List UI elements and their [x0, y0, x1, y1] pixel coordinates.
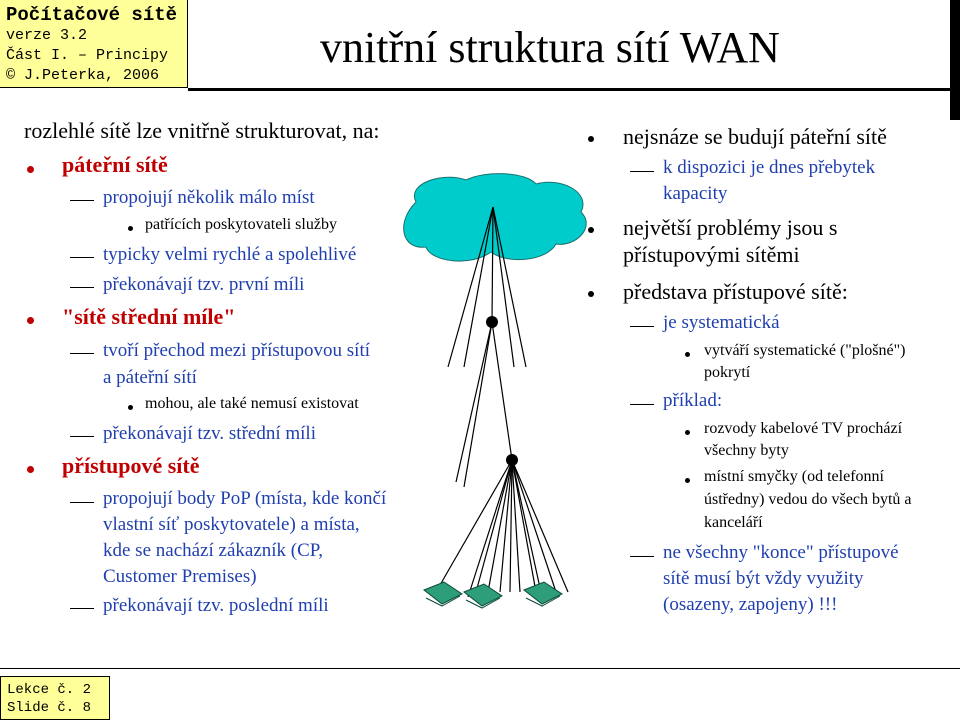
list-item: sítě musí být vždy využity	[663, 568, 864, 589]
dash	[70, 287, 94, 288]
list-item: příklad:	[663, 390, 723, 411]
heading-middle-mile: "sítě střední míle"	[62, 304, 236, 329]
dash	[70, 502, 94, 503]
slide-info-box	[0, 676, 110, 720]
list-item: všechny byty	[704, 442, 789, 459]
list-item: ne všechny "konce" přístupové	[663, 542, 899, 563]
list-item: mohou, ale také nemusí existovat	[145, 395, 359, 412]
list-item: patřících poskytovateli služby	[145, 216, 337, 233]
phone-icon	[424, 582, 462, 606]
dash	[70, 608, 94, 609]
list-item: je systematická	[663, 312, 780, 333]
phone-icon	[524, 582, 562, 606]
list-item: a páteřní sítí	[103, 367, 197, 388]
bullet	[128, 405, 133, 410]
list-item: překonávají tzv. střední míli	[103, 423, 316, 444]
list-item: vlastní síť poskytovatele) a místa,	[103, 514, 360, 535]
list-item: kapacity	[663, 183, 728, 204]
list-item: typicky velmi rychlé a spolehlivé	[103, 244, 357, 265]
list-item: překonávají tzv. poslední míli	[103, 595, 329, 616]
intro-text: rozlehlé sítě lze vnitřně strukturovat, na:	[24, 118, 380, 143]
list-item: přístupovými sítěmi	[623, 242, 800, 267]
access-network-diagram	[396, 172, 596, 622]
list-item: rozvody kabelové TV prochází	[704, 420, 903, 437]
lecture-number: Lekce č. 2	[7, 682, 92, 698]
list-item: ústředny) vedou do všech bytů a	[704, 491, 912, 508]
dash	[70, 257, 94, 258]
dash	[70, 200, 94, 201]
dash	[630, 556, 654, 557]
bullet	[27, 466, 34, 473]
list-item: k dispozici je dnes přebytek	[663, 157, 876, 178]
list-item: představa přístupové sítě:	[623, 279, 848, 304]
course-info-box	[0, 0, 188, 88]
dash	[70, 353, 94, 354]
list-item: propojují několik málo míst	[103, 187, 315, 208]
dash	[630, 326, 654, 327]
heading-backbone: páteřní sítě	[62, 152, 168, 177]
dash	[630, 404, 654, 405]
course-title: Počítačové sítě	[6, 4, 178, 26]
dash	[630, 171, 654, 172]
bullet	[27, 317, 34, 324]
bullet	[588, 227, 594, 233]
slide-title: vnitřní struktura sítí WAN	[320, 23, 780, 72]
list-item: kde se nachází zákazník (CP,	[103, 540, 323, 561]
bullet	[685, 478, 690, 483]
author-label: © J.Peterka, 2006	[6, 67, 160, 84]
phone-icon	[464, 584, 502, 608]
bullet	[588, 136, 594, 142]
list-item: tvoří přechod mezi přístupovou sítí	[103, 340, 371, 361]
list-item: propojují body PoP (místa, kde končí	[103, 488, 387, 509]
list-item: místní smyčky (od telefonní	[704, 468, 884, 485]
heading-access: přístupové sítě	[62, 453, 200, 478]
list-item: překonávají tzv. první míli	[103, 274, 305, 295]
header-divider	[188, 88, 960, 91]
list-item: pokrytí	[704, 364, 751, 381]
title-area	[200, 0, 960, 88]
list-item: vytváří systematické ("plošné")	[704, 342, 906, 359]
slide-number: Slide č. 8	[7, 700, 92, 716]
bullet	[588, 291, 594, 297]
list-item: (osazeny, zapojeny) !!!	[663, 594, 838, 615]
bullet	[685, 430, 690, 435]
version-label: verze 3.2	[6, 27, 88, 44]
part-label: Část I. – Principy	[6, 47, 169, 64]
bullet	[128, 226, 133, 231]
dash	[70, 436, 94, 437]
list-item: Customer Premises)	[103, 566, 257, 587]
node-icon	[506, 454, 518, 466]
footer-divider	[0, 668, 960, 669]
bullet	[27, 166, 34, 173]
list-item: největší problémy jsou s	[623, 215, 838, 240]
node-icon	[486, 316, 498, 328]
list-item: nejsnáze se budují páteřní sítě	[623, 124, 887, 149]
right-edge-bar	[950, 0, 960, 120]
bullet	[685, 352, 690, 357]
list-item: kanceláří	[704, 514, 763, 531]
